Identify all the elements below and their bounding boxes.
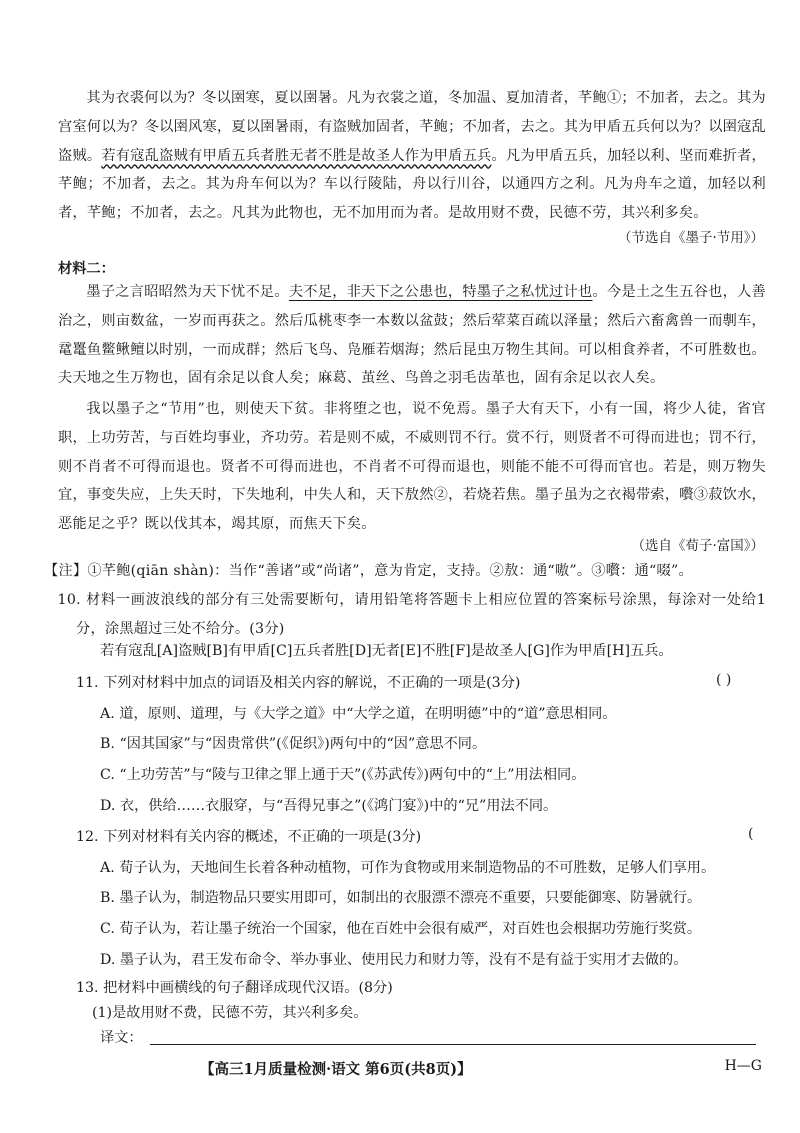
page-footer: 【高三1月质量检测·语文 第6页(共8页)】 <box>200 1061 472 1078</box>
q13-subquestion-1: (1)是故用财不费，民德不劳，其兴利多矣。 <box>92 1005 368 1021</box>
material2-source: （选自《荀子·富国》） <box>631 538 764 554</box>
q12-option-c: C. 荀子认为，若让墨子统治一个国家，他在百姓中会很有威严，对百姓也会根据功劳施行奖赏。 <box>100 921 702 937</box>
material2-paragraph-1 <box>58 278 766 393</box>
q12-option-b: B. 墨子认为，制造物品只要实用即可，如制出的衣服漂不漂亮不重要，只要能御寒、防暑就行。 <box>100 890 702 906</box>
material2-title: 材料二： <box>58 261 115 277</box>
material1-paragraph <box>58 84 766 228</box>
q11-option-c: C. “上功劳苦”与“陵与卫律之罪上通于天”(《苏武传》)两句中的“上”用法相同。 <box>100 767 586 783</box>
material2-text-b: 。今是土之生五谷也，人善治之，则亩数盆，一岁而再获之。然后瓜桃枣李一本数以盆鼓；然后荤菜百疏以泽量；然后六畜禽兽一而剸车，鼋鼍鱼鳖鳅鳣以时别，一而成群；然后飞鸟、凫雁若烟海；然后昆虫万物生其间。可以相食养者，不可胜数也。夫天地之生万物也，固有余足以食人矣；麻葛、茧丝、鸟兽之羽毛齿革也，固有余足以衣人矣。 <box>58 284 766 387</box>
q13-answer-line[interactable] <box>150 1044 756 1045</box>
annotation-note: 【注】①芊鲍(qiān shàn)：当作“善诸”或“尚诸”，意为肯定，支持。②敖：通“嗷”。③嚽：通“啜”。 <box>44 563 693 579</box>
q11-option-b: B. “因其国家”与“因贵常供”(《促织》)两句中的“因”意思不同。 <box>100 736 487 752</box>
q12-option-d: D. 墨子认为，君王发布命令、举办事业、使用民力和财力等，没有不是有益于实用才去做的。 <box>100 952 688 968</box>
material2-paragraph-2: 我以墨子之“节用”也，则使天下贫。非将堕之也，说不免焉。墨子大有天下，小有一国，将少人徒，省官职，上功劳苦，与百姓均事业，齐功劳。若是则不威，不威则罚不行。赏不行，则贤者不可得而进也；罚不行，则不肖者不可得而退也。贤者不可得而进也，不肖者不可得而退也，则能不能不可得而官也。若是，则万物失宜，事变失应，上失天时，下失地利，中失人和，天下敖然②，若烧若焦。墨子虽为之衣褐带索，嚽③菽饮水，恶能足之乎？既以伐其本，竭其原，而焦天下矣。 <box>58 401 766 533</box>
q11-option-a: A. 道，原则、道理，与《大学之道》中“大学之道，在明明德”中的“道”意思相同。 <box>100 706 617 722</box>
material1-text-b: 。凡为甲盾五兵，加轻以利、坚而难折者，芊鲍；不加者，去之。其为舟车何以为？车以行陵陆，舟以行川谷，以通四方之利。凡为舟车之道，加轻以利者，芊鲍；不加者，去之。凡其为此物也，无不加用而为者。是故用财不费，民德不劳，其兴利多矣。 <box>58 147 766 222</box>
q12-answer-bracket: ( <box>748 826 754 842</box>
material2-text-a: 墨子之言昭昭然为天下忧不足。 <box>86 284 289 300</box>
q13-stem: 13. 把材料中画横线的句子翻译成现代汉语。(8分) <box>76 980 393 996</box>
q11-option-d: D. 衣，供给……衣服穿，与“吾得兄事之”(《鸿门宴》)中的“兄”用法不同。 <box>100 798 558 814</box>
q12-option-a: A. 荀子认为，天地间生长着各种动植物，可作为食物或用来制造物品的不可胜数，足够人们享用。 <box>100 860 716 876</box>
q10-stem: 10. 材料一画波浪线的部分有三处需要断句，请用铅笔将答题卡上相应位置的答案标号涂黑，每涂对一处给1分，涂黑超过三处不给分。(3分) <box>57 592 766 637</box>
q12-stem: 12. 下列对材料有关内容的概述，不正确的一项是(3分) <box>76 829 422 845</box>
material1-wavy-sentence: 若有寇乱盗贼有甲盾五兵者胜无者不胜是故圣人作为甲盾五兵 <box>101 147 492 164</box>
material1-text-a: 其为衣裘何以为？冬以圉寒，夏以圉暑。凡为衣裳之道，冬加温、夏加清者，芊鲍①；不加者，去之。其为宫室何以为？冬以圉风寒，夏以圉暑雨，有盗贼加固者，芊鲍；不加者，去之。其为甲盾五兵何以为？以圉寇乱盗贼。 <box>58 90 766 164</box>
q11-stem: 11. 下列对材料中加点的词语及相关内容的解说，不正确的一项是(3分) <box>76 675 521 691</box>
q11-answer-bracket: ( ) <box>716 672 732 688</box>
paper-code: H—G <box>724 1058 762 1074</box>
material1-source: （节选自《墨子·节用》） <box>617 230 764 246</box>
material2-underlined-sentence: 夫不足，非天下之公患也，特墨子之私忧过计也 <box>288 284 593 300</box>
q10-sentence: 若有寇乱[A]盗贼[B]有甲盾[C]五兵者胜[D]无者[E]不胜[F]是故圣人[G]作为甲盾[H]五兵。 <box>100 643 673 659</box>
q13-answer-label: 译文： <box>100 1030 143 1046</box>
